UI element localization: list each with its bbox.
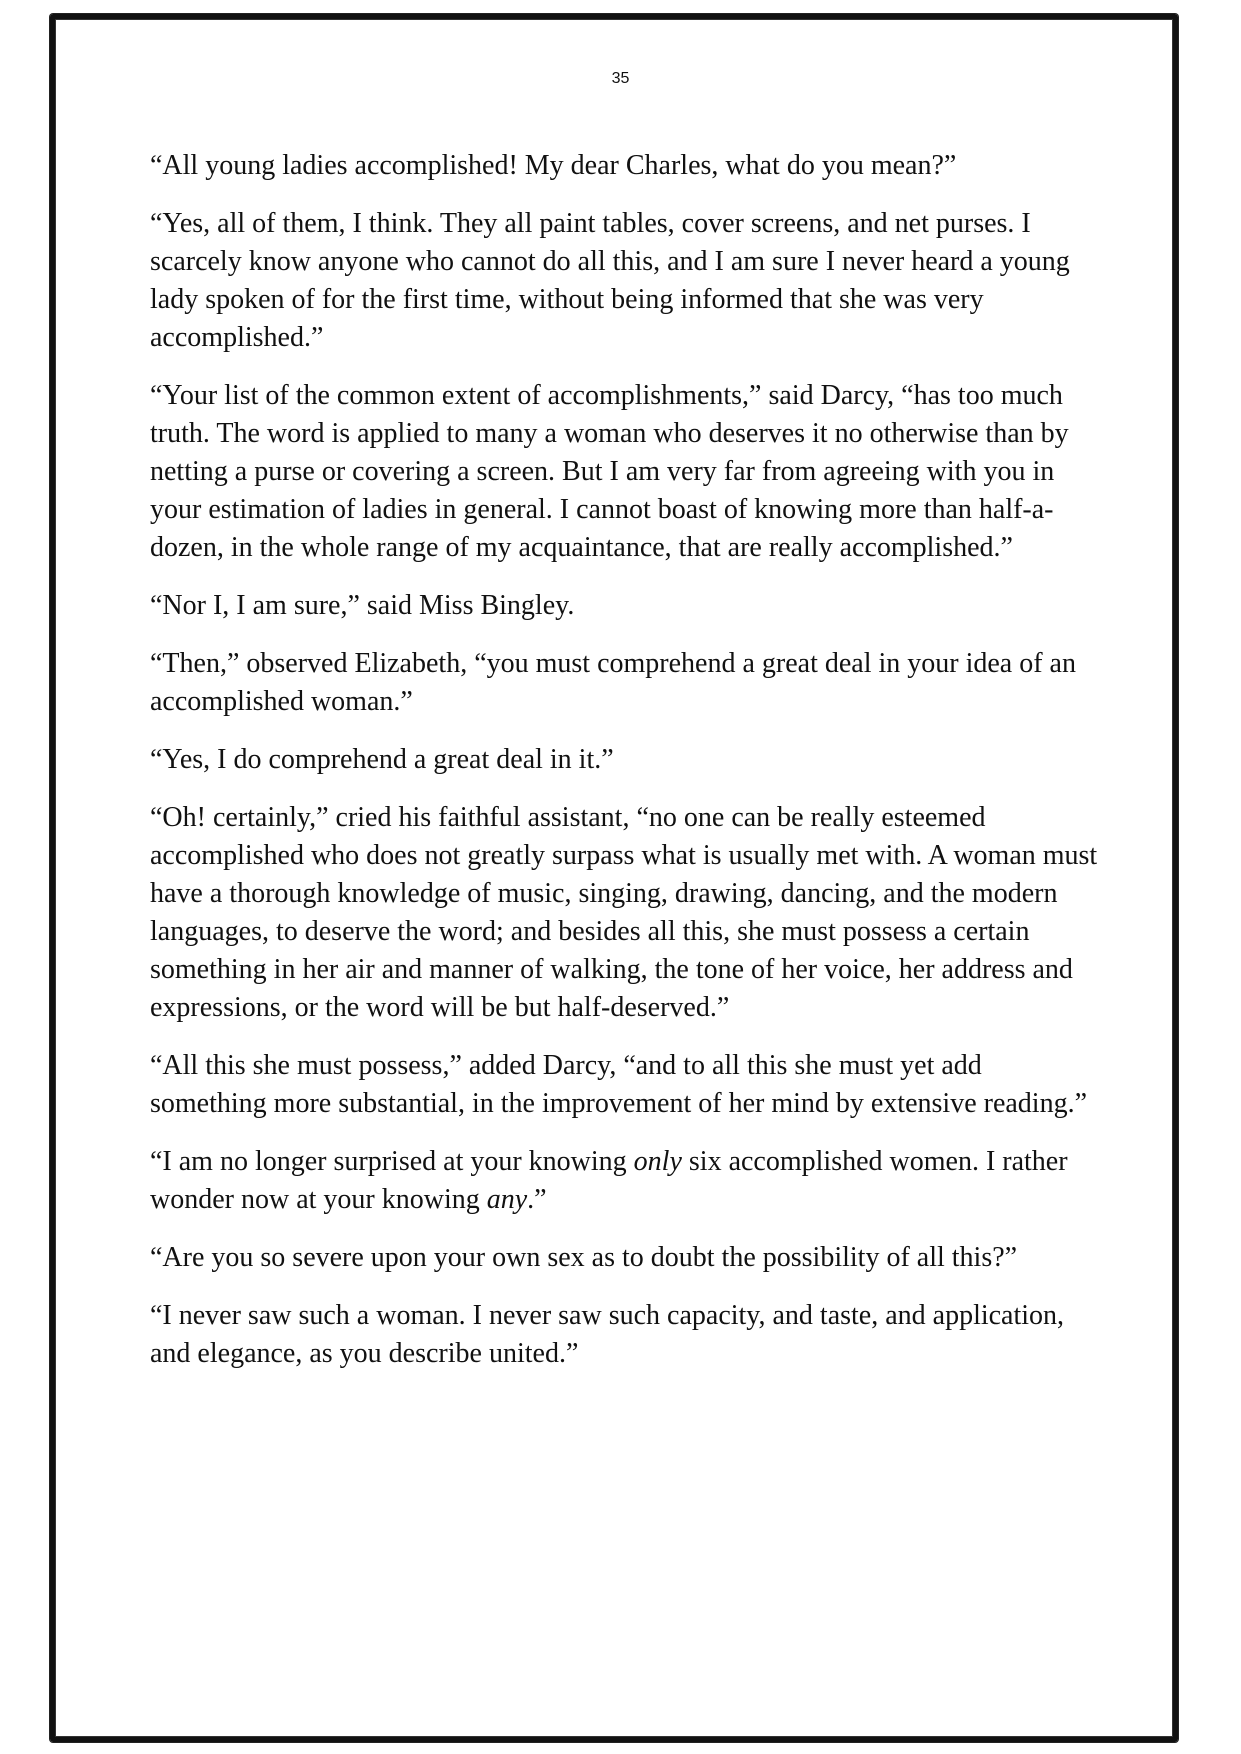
paragraph-text: .” — [527, 1184, 547, 1215]
paragraph: “Then,” observed Elizabeth, “you must comprehend a great deal in your idea of an accomplished woman.” — [150, 648, 1076, 717]
paragraph: “All this she must possess,” added Darcy, “and to all this she must yet add something more substantial, in the improvement of her mind by extensive reading.” — [150, 1050, 1088, 1119]
paragraph: “Yes, I do comprehend a great deal in it.” — [150, 744, 614, 775]
page-number: 35 — [611, 70, 630, 87]
paragraph: “I never saw such a woman. I never saw such capacity, and taste, and application, and elegance, as you describe united.” — [150, 1300, 1065, 1369]
paragraph: “Oh! certainly,” cried his faithful assistant, “no one can be really esteemed accomplished who does not greatly surpass what is usually met with. A woman must have a thorough knowledge of music, singing, drawing, dancing, and the modern languages, to deserve the word; and besides all this, she must possess a certain something in her air and manner of walking, the tone of her voice, her address and expressions, or the word will be but half-deserved.” — [150, 802, 1098, 1023]
paragraph: “Are you so severe upon your own sex as to doubt the possibility of all this?” — [150, 1242, 1018, 1273]
paragraph: “All young ladies accomplished! My dear Charles, what do you mean?” — [150, 150, 957, 181]
paragraph: “Yes, all of them, I think. They all paint tables, cover screens, and net purses. I scarcely know anyone who cannot do all this, and I am sure I never heard a young lady spoken of for the first time, without being informed that she was very accomplished.” — [150, 208, 1070, 353]
italic-emphasis: only — [633, 1146, 682, 1177]
text-body — [150, 147, 1100, 1393]
paragraph: “Nor I, I am sure,” said Miss Bingley. — [150, 590, 575, 621]
paragraph — [150, 1143, 1100, 1219]
paragraph-text: “I am no longer surprised at your knowing — [150, 1146, 634, 1177]
paragraph-text: six accomplished women. I rather wonder now at your knowing — [150, 1146, 1068, 1215]
italic-emphasis: any — [486, 1184, 528, 1215]
paragraph: “Your list of the common extent of accomplishments,” said Darcy, “has too much truth. The word is applied to many a woman who deserves it no otherwise than by netting a purse or covering a screen. But I am very far from agreeing with you in your estimation of ladies in general. I cannot boast of knowing more than half-a-dozen, in the whole range of my acquaintance, that are really accomplished.” — [150, 380, 1069, 563]
